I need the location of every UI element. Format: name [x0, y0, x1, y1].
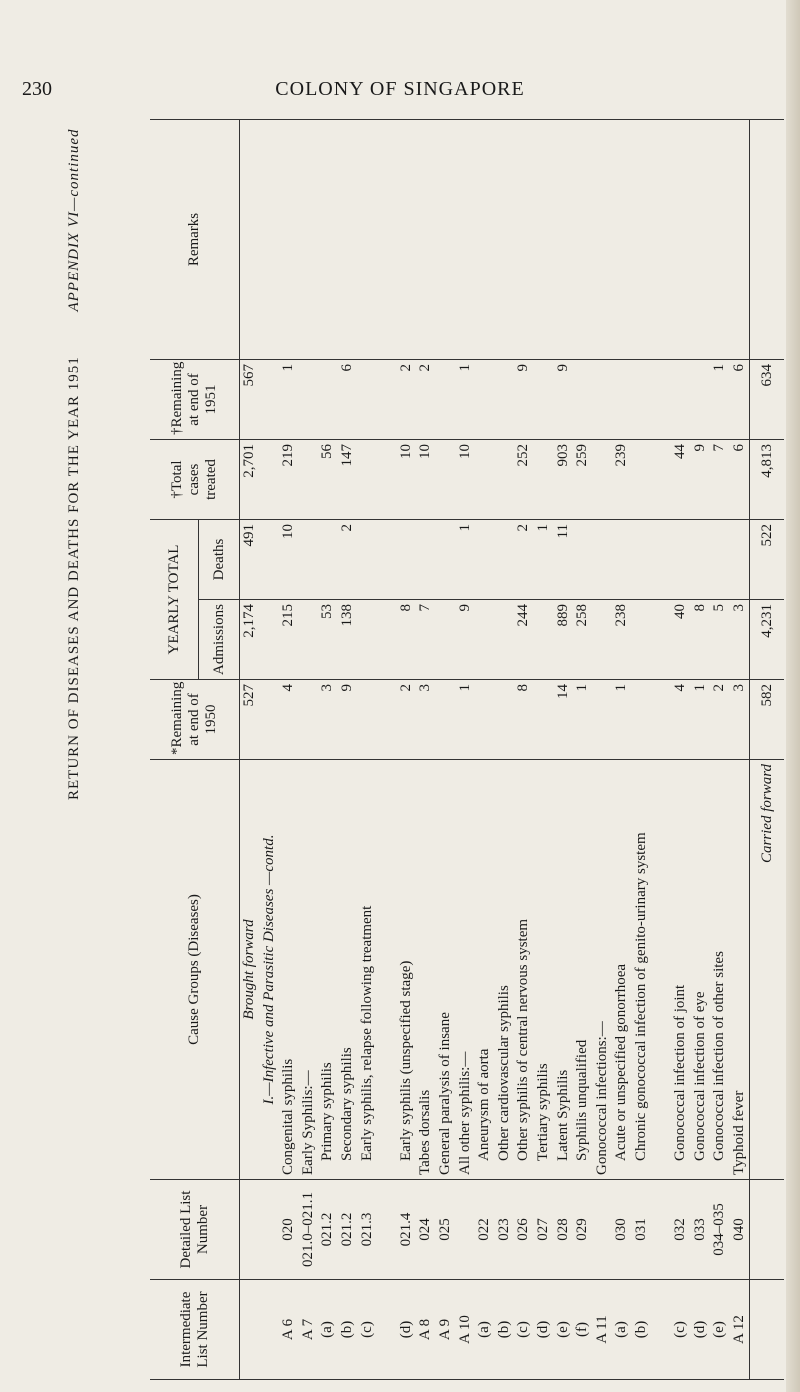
cause-cell: Syphilis unqualified [574, 1039, 591, 1161]
r50-cell: 1 [613, 684, 630, 692]
total-cell [299, 444, 319, 515]
inter-cell: A 8 [417, 1318, 434, 1341]
r51-cell [358, 364, 397, 435]
r50-cell: 4 [672, 684, 689, 692]
deaths-cell: 2 [515, 524, 532, 532]
deaths-cell: 10 [280, 524, 297, 539]
inter-cell: (f) [574, 1322, 591, 1337]
adm-cell: 40 [672, 604, 689, 619]
deaths-cell [495, 524, 515, 595]
adm-cell: 238 [613, 604, 630, 627]
r50-cell: 1 [456, 684, 473, 692]
deaths-cell [397, 524, 417, 595]
inter-cell: (b) [495, 1320, 512, 1339]
r50-cell: 2 [711, 684, 728, 692]
deaths-cell [691, 524, 711, 595]
det-cell: 032 [672, 1218, 689, 1241]
adm-cell [475, 604, 495, 675]
r51-cell: 9 [554, 364, 571, 372]
inter-cell: (a) [319, 1321, 336, 1338]
adm-cell: 258 [574, 604, 591, 627]
r51-cell [632, 364, 671, 435]
inter-cell: A 11 [593, 1315, 610, 1344]
adm-cell: 8 [691, 604, 708, 612]
carried-forward-remain-1951: 634 [750, 360, 785, 440]
det-cell: 029 [574, 1218, 591, 1241]
total-cell: 239 [613, 444, 630, 467]
deaths-cell: 1 [534, 524, 551, 532]
total-cell [358, 444, 397, 515]
total-cell: 6 [730, 444, 747, 452]
header-detailed: Detailed List Number [150, 1180, 240, 1280]
inter-cell: A 12 [730, 1315, 747, 1344]
adm-cell [632, 604, 671, 675]
carried-forward-remain-1950: 582 [750, 680, 785, 760]
inter-cell: (b) [338, 1320, 355, 1339]
cause-cell: Early Syphilis:— [299, 1070, 316, 1175]
header-total-treated: †Total cases treated [150, 440, 240, 520]
deaths-cell: 11 [554, 524, 571, 539]
r50-cell: 14 [554, 684, 571, 699]
det-cell: 027 [534, 1218, 551, 1241]
side-title [66, 129, 83, 801]
remarks-column [240, 120, 750, 360]
detailed-column [240, 1180, 750, 1280]
inter-cell: (c) [515, 1321, 532, 1338]
total-cell: 147 [338, 444, 355, 467]
side-title-appendix: APPENDIX VI—continued [66, 128, 82, 312]
det-cell: 024 [417, 1218, 434, 1241]
header-intermediate: Intermediate List Number [150, 1280, 240, 1380]
brought-forward-admissions: 2,174 [241, 604, 257, 638]
brought-forward-remain-1951: 567 [241, 364, 257, 387]
det-cell: 031 [632, 1218, 649, 1241]
r51-cell [593, 364, 613, 435]
det-cell: 025 [436, 1218, 453, 1241]
remain-1950-column [240, 680, 750, 760]
r51-cell: 6 [338, 364, 355, 372]
total-cell [495, 444, 515, 515]
adm-cell: 8 [397, 604, 414, 612]
r51-cell [318, 364, 338, 435]
total-cell [436, 444, 456, 515]
r51-cell [495, 364, 515, 435]
r50-cell: 2 [397, 684, 414, 692]
deaths-cell [436, 524, 456, 595]
admissions-column [240, 600, 750, 680]
cause-cell: Tertiary syphilis [534, 1063, 551, 1161]
deaths-cell [358, 524, 397, 595]
header-cause: Cause Groups (Diseases) [150, 760, 240, 1180]
r51-cell: 1 [456, 364, 473, 372]
header-remain-1950: *Remaining at end of 1950 [150, 680, 240, 760]
r51-cell: 1 [711, 364, 728, 372]
cause-cell: Gonococcal infection of eye [691, 991, 708, 1161]
r50-cell [534, 684, 554, 755]
r50-cell [436, 684, 456, 755]
total-cell: 56 [319, 444, 336, 459]
r50-cell: 9 [338, 684, 355, 692]
side-title-main: RETURN OF DISEASES AND DEATHS FOR THE YEAR 1951 [66, 356, 82, 800]
cause-cell: Acute or unspecified gonorrhoea [613, 963, 630, 1161]
inter-cell: (e) [554, 1321, 571, 1338]
deaths-cell [710, 524, 730, 595]
inter-cell: (a) [613, 1321, 630, 1338]
cause-cell: Early syphilis (unspecified stage) [397, 960, 414, 1161]
inter-cell: (a) [476, 1321, 493, 1338]
r50-cell: 1 [574, 684, 591, 692]
cause-cell: Gonococcal infections:— [593, 1021, 610, 1175]
adm-cell [593, 604, 613, 675]
total-treated-column [240, 440, 750, 520]
total-cell [593, 444, 613, 515]
inter-cell: A 6 [280, 1318, 297, 1341]
det-cell: 023 [495, 1218, 512, 1241]
det-cell: 022 [476, 1218, 493, 1241]
r51-cell: 6 [730, 364, 747, 372]
cause-cell: Typhoid fever [730, 1090, 747, 1175]
r51-cell [671, 364, 691, 435]
section-title: I.—Infective and Parasitic Diseases —contd. [260, 834, 277, 1105]
cause-cell: Gonococcal infection of joint [672, 984, 689, 1161]
carried-forward-deaths: 522 [750, 520, 785, 600]
total-cell: 10 [397, 444, 414, 459]
r50-cell [495, 684, 515, 755]
total-cell: 219 [280, 444, 297, 467]
header-remarks: Remarks [150, 120, 240, 360]
header-deaths: Deaths [199, 520, 240, 600]
page-edge-shadow [786, 0, 800, 1392]
cause-column [240, 760, 750, 1180]
det-cell [456, 1184, 476, 1275]
deaths-cell [475, 524, 495, 595]
inter-cell: (d) [534, 1320, 551, 1339]
r51-cell: 1 [280, 364, 297, 372]
adm-cell [436, 604, 456, 675]
carried-forward-admissions: 4,231 [750, 600, 785, 680]
deaths-cell [671, 524, 691, 595]
det-cell: 021.0–021.1 [299, 1192, 316, 1267]
inter-cell: (e) [711, 1321, 728, 1338]
r50-cell: 8 [515, 684, 532, 692]
det-cell: 020 [280, 1218, 297, 1241]
r51-cell [534, 364, 554, 435]
det-cell: 026 [515, 1218, 532, 1241]
deaths-cell [318, 524, 338, 595]
deaths-cell [612, 524, 632, 595]
inter-cell: (b) [632, 1320, 649, 1339]
total-cell: 259 [574, 444, 591, 467]
cause-cell: Secondary syphilis [338, 1047, 355, 1161]
inter-cell: (d) [691, 1320, 708, 1339]
r51-cell: 2 [397, 364, 414, 372]
header-yearly-total: YEARLY TOTAL [150, 520, 199, 680]
deaths-cell [730, 524, 750, 595]
remain-1951-column [240, 360, 750, 440]
r50-cell [593, 684, 613, 755]
r51-cell: 2 [417, 364, 434, 372]
adm-cell [495, 604, 515, 675]
total-cell [475, 444, 495, 515]
det-cell [593, 1184, 613, 1275]
r51-cell [573, 364, 593, 435]
det-cell: 034–035 [711, 1203, 728, 1256]
adm-cell [534, 604, 554, 675]
det-cell: 028 [554, 1218, 571, 1241]
total-cell: 252 [515, 444, 532, 467]
cause-cell: Gonococcal infection of other sites [711, 951, 728, 1161]
r51-cell [691, 364, 711, 435]
total-cell [632, 444, 671, 515]
r51-cell [436, 364, 456, 435]
deaths-cell [416, 524, 436, 595]
page-number: 230 [22, 78, 52, 100]
r50-cell: 3 [417, 684, 434, 692]
header-remain-1951: †Remaining at end of 1951 [150, 360, 240, 440]
det-cell: 021.4 [397, 1212, 414, 1247]
r51-cell [475, 364, 495, 435]
cause-cell: Tabes dorsalis [417, 1089, 434, 1175]
cause-cell: Latent Syphilis [554, 1069, 571, 1161]
deaths-cell [593, 524, 613, 595]
deaths-cell [573, 524, 593, 595]
carried-forward-label: Carried forward [750, 760, 785, 1180]
deaths-column [240, 520, 750, 600]
deaths-cell: 2 [338, 524, 355, 532]
det-cell: 033 [691, 1218, 708, 1241]
r50-cell: 3 [319, 684, 336, 692]
page-header: COLONY OF SINGAPORE [275, 78, 525, 100]
total-cell: 10 [456, 444, 473, 459]
total-cell: 903 [554, 444, 571, 467]
brought-forward-total: 2,701 [241, 444, 257, 478]
adm-cell: 53 [319, 604, 336, 619]
total-cell: 9 [691, 444, 708, 452]
brought-forward-deaths: 491 [241, 524, 257, 547]
r50-cell [632, 684, 671, 755]
inter-cell: (d) [397, 1320, 414, 1339]
det-cell: 021.2 [319, 1212, 336, 1247]
inter-cell: A 7 [299, 1318, 316, 1341]
r50-cell: 3 [730, 684, 747, 692]
cause-cell: Early syphilis, relapse following treatment [358, 905, 375, 1161]
deaths-cell [632, 524, 671, 595]
adm-cell: 215 [280, 604, 297, 627]
disease-return-table [150, 119, 784, 1380]
header-admissions: Admissions [199, 600, 240, 680]
adm-cell: 889 [554, 604, 571, 627]
inter-cell: A 9 [436, 1318, 453, 1341]
inter-cell: (c) [358, 1321, 375, 1338]
det-cell: 040 [730, 1218, 747, 1241]
total-cell: 10 [417, 444, 434, 459]
det-cell: 021.3 [358, 1212, 375, 1247]
total-cell: 44 [672, 444, 689, 459]
r51-cell: 9 [515, 364, 532, 372]
r51-cell [612, 364, 632, 435]
cause-cell: General paralysis of insane [436, 1012, 453, 1175]
adm-cell: 7 [417, 604, 434, 612]
r50-cell: 4 [280, 684, 297, 692]
adm-cell: 244 [515, 604, 532, 627]
intermediate-column [240, 1280, 750, 1380]
inter-cell: A 10 [456, 1315, 473, 1344]
cause-cell: Other syphilis of central nervous system [515, 918, 532, 1161]
brought-forward-remain-1950: 527 [241, 684, 257, 707]
carried-forward-row [750, 120, 785, 1380]
r51-cell [299, 364, 319, 435]
r50-cell: 1 [691, 684, 708, 692]
adm-cell: 9 [456, 604, 473, 612]
r50-cell [299, 684, 319, 755]
brought-forward-label: Brought forward [241, 919, 257, 1020]
r50-cell [475, 684, 495, 755]
cause-cell: Congenital syphilis [280, 1058, 297, 1175]
cause-cell: Chronic gonococcal infection of genito-urinary system [632, 832, 649, 1161]
total-cell [534, 444, 554, 515]
deaths-cell: 1 [456, 524, 473, 532]
rotated-table-container [150, 120, 780, 1380]
r50-cell [358, 684, 397, 755]
carried-forward-total: 4,813 [750, 440, 785, 520]
adm-cell: 3 [730, 604, 747, 612]
det-cell: 021.2 [338, 1212, 355, 1247]
adm-cell [299, 604, 319, 675]
det-cell: 030 [613, 1218, 630, 1241]
cause-cell: Primary syphilis [319, 1062, 336, 1161]
adm-cell: 138 [338, 604, 355, 627]
total-cell: 7 [711, 444, 728, 452]
cause-cell: Other cardiovascular syphilis [495, 985, 512, 1161]
cause-cell: Aneurysm of aorta [476, 1048, 493, 1161]
adm-cell [358, 604, 397, 675]
table-body-row [240, 120, 750, 1380]
deaths-cell [299, 524, 319, 595]
inter-cell: (c) [672, 1321, 689, 1338]
cause-cell: All other syphilis:— [456, 1051, 473, 1175]
adm-cell: 5 [711, 604, 728, 612]
